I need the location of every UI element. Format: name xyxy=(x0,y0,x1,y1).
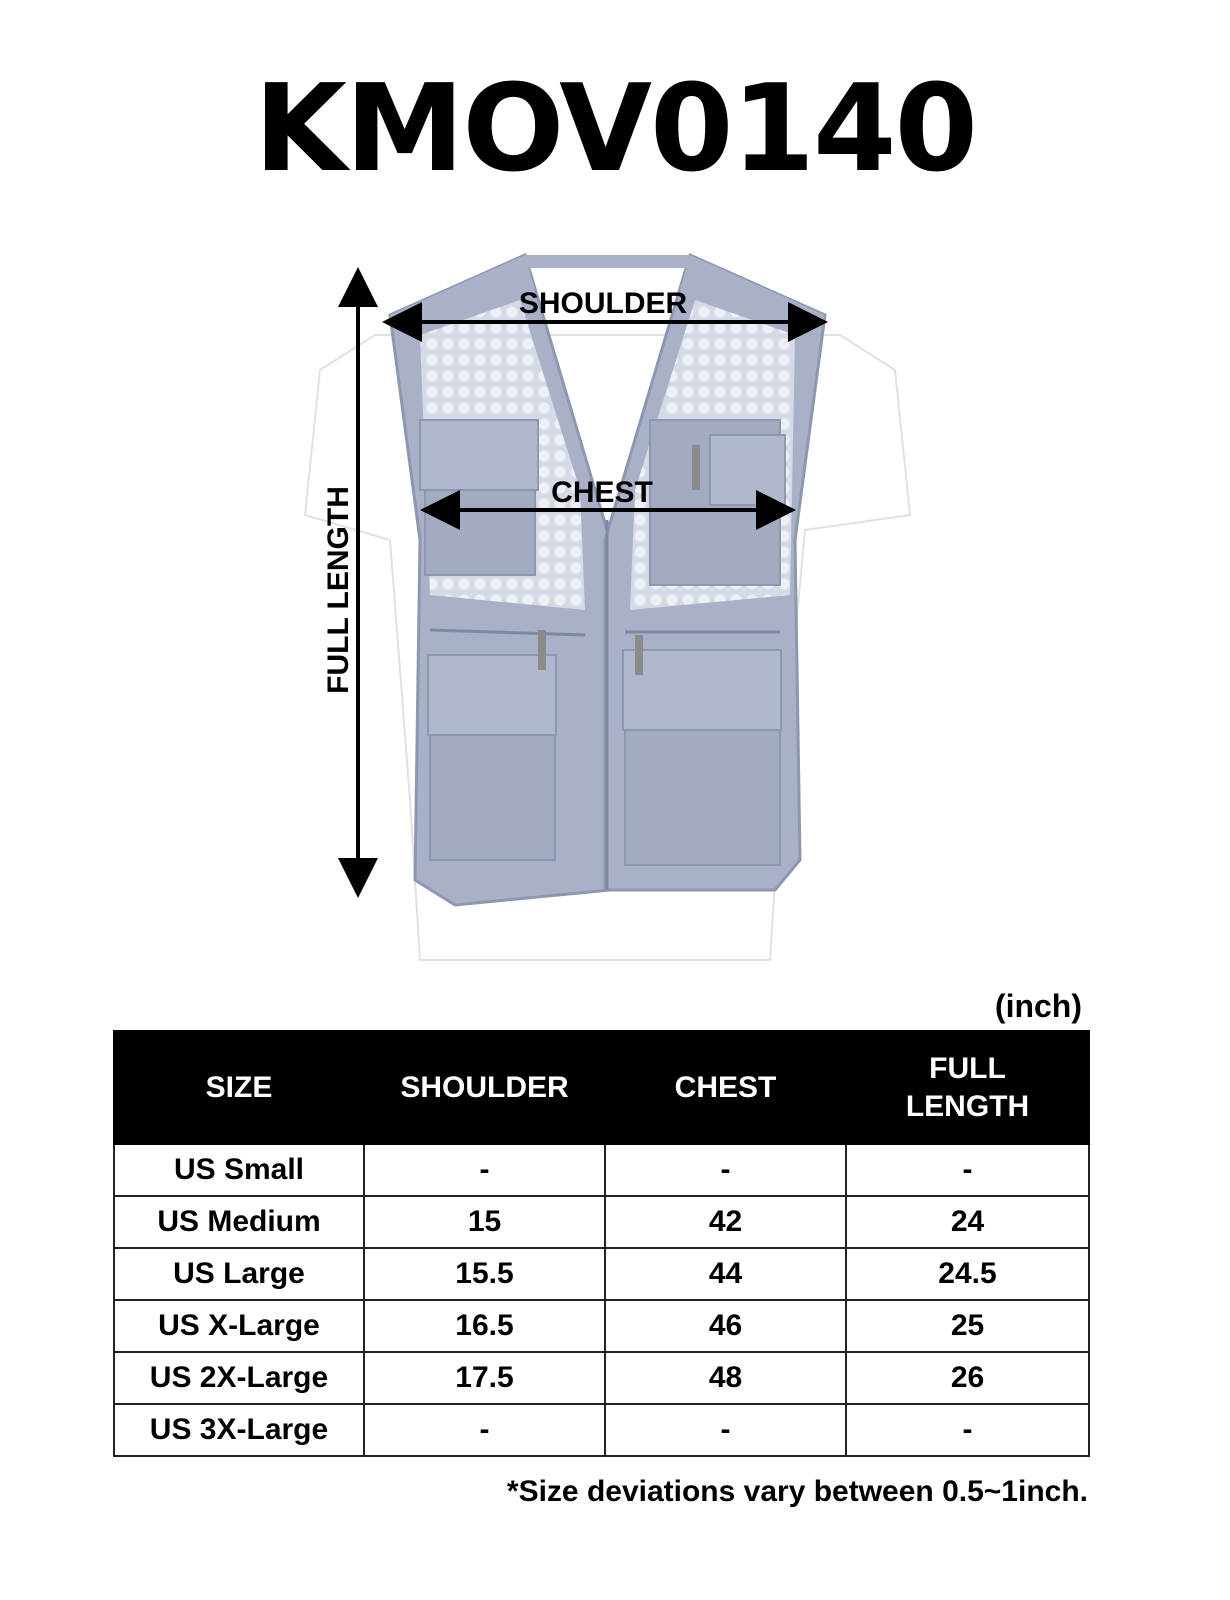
page-title: KMOV0140 xyxy=(253,60,977,199)
size-cell: US Medium xyxy=(114,1196,364,1248)
full-length-cell: 26 xyxy=(846,1352,1089,1404)
header-shoulder: SHOULDER xyxy=(364,1031,605,1144)
size-deviation-note: *Size deviations vary between 0.5~1inch. xyxy=(506,1475,1088,1508)
full-length-cell: - xyxy=(846,1404,1089,1456)
chest-cell: 44 xyxy=(605,1248,846,1300)
size-cell: US 2X-Large xyxy=(114,1352,364,1404)
size-cell: US 3X-Large xyxy=(114,1404,364,1456)
chest-cell: 46 xyxy=(605,1300,846,1352)
vest-illustration xyxy=(280,240,940,980)
vest-diagram xyxy=(280,240,940,980)
full-length-cell: 25 xyxy=(846,1300,1089,1352)
full-length-label: FULL LENGTH xyxy=(322,486,355,694)
chest-cell: 42 xyxy=(605,1196,846,1248)
shoulder-cell: - xyxy=(364,1404,605,1456)
shoulder-cell: 15.5 xyxy=(364,1248,605,1300)
chest-label: CHEST xyxy=(551,476,653,509)
table-row xyxy=(114,1404,1089,1456)
header-full-length: FULL LENGTH xyxy=(846,1031,1089,1144)
size-chart-table xyxy=(113,1030,1090,1457)
table-row xyxy=(114,1248,1089,1300)
chest-cell: - xyxy=(605,1404,846,1456)
shoulder-label: SHOULDER xyxy=(518,287,688,320)
chest-cell: 48 xyxy=(605,1352,846,1404)
table-row xyxy=(114,1144,1089,1196)
shoulder-cell: 17.5 xyxy=(364,1352,605,1404)
chest-cell: - xyxy=(605,1144,846,1196)
table-row xyxy=(114,1352,1089,1404)
header-size: SIZE xyxy=(114,1031,364,1144)
shoulder-cell: 15 xyxy=(364,1196,605,1248)
full-length-cell: - xyxy=(846,1144,1089,1196)
full-length-cell: 24.5 xyxy=(846,1248,1089,1300)
table-header-row xyxy=(114,1031,1089,1144)
table-row xyxy=(114,1196,1089,1248)
shoulder-cell: - xyxy=(364,1144,605,1196)
shoulder-cell: 16.5 xyxy=(364,1300,605,1352)
full-length-cell: 24 xyxy=(846,1196,1089,1248)
size-cell: US X-Large xyxy=(114,1300,364,1352)
header-chest: CHEST xyxy=(605,1031,846,1144)
size-cell: US Small xyxy=(114,1144,364,1196)
size-cell: US Large xyxy=(114,1248,364,1300)
unit-label: (inch) xyxy=(994,988,1082,1024)
table-row xyxy=(114,1300,1089,1352)
